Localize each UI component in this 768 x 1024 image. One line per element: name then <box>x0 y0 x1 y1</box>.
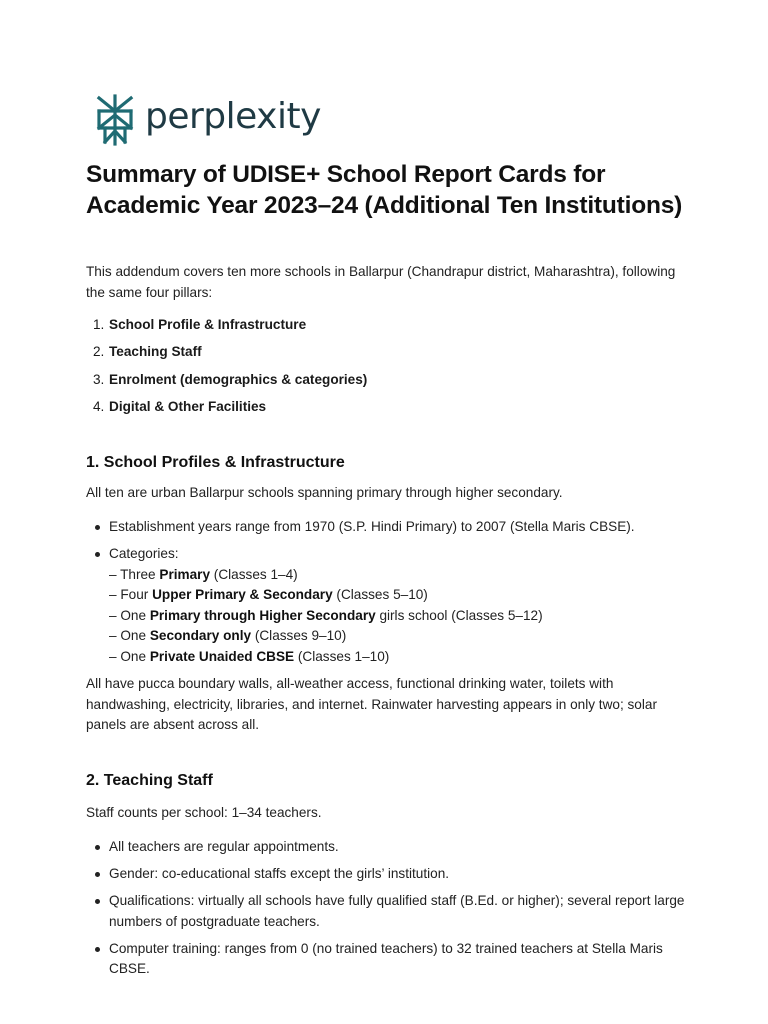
category-suffix: (Classes 5–10) <box>332 587 428 602</box>
category-name: Upper Primary & Secondary <box>152 587 333 602</box>
pillars-list <box>86 315 696 424</box>
list-item: Qualifications: virtually all schools have fully qualified staff (B.Ed. or higher); several report large numbers of postgraduate teachers. <box>86 891 696 932</box>
list-number: 3. <box>93 371 105 387</box>
category-prefix: – Four <box>109 587 153 602</box>
list-number: 4. <box>93 398 105 414</box>
brand-logo <box>94 94 321 146</box>
category-line <box>109 647 696 668</box>
category-name: Primary through Higher Secondary <box>149 607 376 623</box>
pillar-label: Digital & Other Facilities <box>109 398 267 414</box>
list-item <box>86 315 696 342</box>
category-suffix: (Classes 1–4) <box>210 566 298 582</box>
section2-list <box>86 837 696 986</box>
category-suffix: (Classes 1–10) <box>294 648 390 664</box>
list-item: All teachers are regular appointments. <box>86 837 696 858</box>
list-item <box>86 544 696 667</box>
list-item: Computer training: ranges from 0 (no trained teachers) to 32 trained teachers at Stella Maris CBSE. <box>86 939 696 980</box>
section2-intro: Staff counts per school: 1–34 teachers. <box>86 805 322 820</box>
list-item <box>86 397 696 424</box>
pillar-label: Teaching Staff <box>109 344 202 360</box>
list-item: Establishment years range from 1970 (S.P. Hindi Primary) to 2007 (Stella Maris CBSE). <box>86 517 696 538</box>
section-heading-teaching-staff: 2. Teaching Staff <box>86 772 213 789</box>
pillar-label: School Profile & Infrastructure <box>109 317 307 332</box>
section1-intro: All ten are urban Ballarpur schools spanning primary through higher secondary. <box>86 485 563 500</box>
section-heading-profiles: 1. School Profiles & Infrastructure <box>86 454 345 471</box>
category-suffix: (Classes 9–10) <box>251 628 347 643</box>
category-prefix: – Three <box>109 566 160 582</box>
perplexity-logo-icon <box>94 94 136 146</box>
categories-label: Categories: <box>109 546 179 561</box>
list-item <box>86 370 696 397</box>
pillar-label: Enrolment (demographics & categories) <box>109 371 368 387</box>
category-prefix: – One <box>109 628 150 643</box>
section1-closing: All have pucca boundary walls, all-weather access, functional drinking water, toilets with handwashing, electricity, libraries, and internet. Rainwater harvesting appears in only two; solar panels are absent across all. <box>86 676 657 732</box>
section1-list <box>86 517 696 674</box>
category-line <box>109 626 696 647</box>
category-line <box>109 606 696 627</box>
category-name: Primary <box>159 566 211 582</box>
intro-paragraph: This addendum covers ten more schools in Ballarpur (Chandrapur district, Maharashtra), following the same four pillars: <box>86 264 676 300</box>
brand-name: perplexity <box>145 96 321 137</box>
list-item: Gender: co-educational staffs except the girls’ institution. <box>86 864 696 885</box>
category-suffix: girls school (Classes 5–12) <box>375 607 543 623</box>
category-line <box>109 565 696 586</box>
list-number: 2. <box>93 344 105 360</box>
category-line <box>109 585 696 606</box>
page-title: Summary of UDISE+ School Report Cards for Academic Year 2023–24 (Additional Ten Institutions) <box>86 161 683 219</box>
category-name: Private Unaided CBSE <box>149 648 295 664</box>
category-prefix: – One <box>109 648 150 664</box>
list-number: 1. <box>93 317 105 332</box>
category-prefix: – One <box>109 607 150 623</box>
list-item <box>86 342 696 369</box>
category-name: Secondary only <box>149 628 252 643</box>
